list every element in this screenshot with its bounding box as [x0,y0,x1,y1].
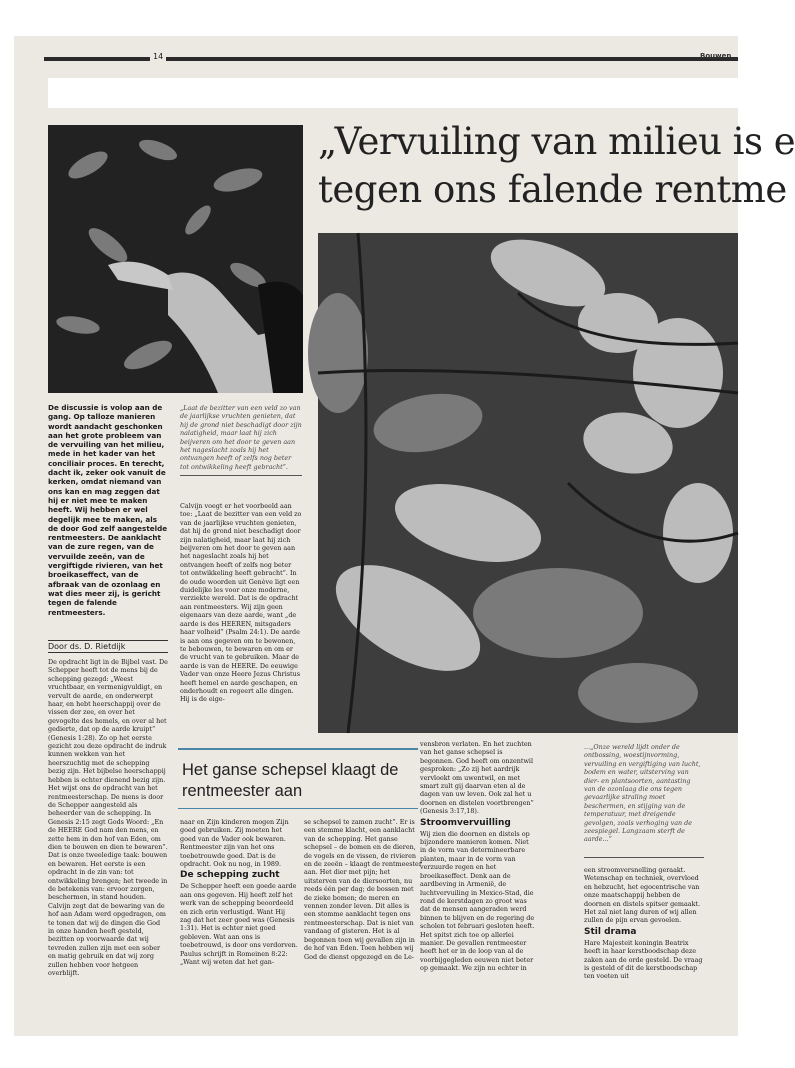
column-3-text-a: naar en Zijn kinderen mogen Zijn goed gebruiken. Zij moeten het goed van de Vader ook bewaren. Rentmeester zijn van het ons toebetrouwde goed. Dat is de opdracht. Ook nu nog, in 1989. [180,818,289,869]
column-6-text-b: Hare Majesteit koningin Beatrix heeft in haar kerstboodschap deze zaken aan de orde gesteld. De vraag is gesteld of dit de kerstboodschap ten voeten uit [584,938,703,981]
subheading-stroomversnelling: Stroomvervuilling [420,817,511,828]
column-5-text-b: Wij zien die doornen en distels op bijzondere manieren komen. Niet in de vorm van determineerbare planten, maar in de vorm van verzuurde regen en het broeikaseffect. Denk aan de aardbeving in Armenië, de luchtvervuiling in Mexico-Stad, die rond de kerstdagen zo groot was dat de mensen aangeraden werd binnen te blijven en de regering de scholen tot februari gesloten heeft. Het spitst zich toe op allerlei manier. De gevallen rentmeester heeft het er in de loop van al de voorbijgegleden eeuwen niet beter op gemaakt. We zijn nu echter in [420,829,535,973]
subheading-stil-drama: Stil drama [584,926,637,937]
body-column-5 [420,740,535,975]
headline [318,118,795,214]
column-6-text-a: een stroomversnelling geraakt. Wetenschap en techniek, overvloed en hebzucht, het egocentrische van onze maatschappij hebben de doornen en distels spitser gemaakt. Het zal niet lang duren of wij allen zullen de pijn ervan gevoelen. [584,866,701,925]
lead-paragraph: De discussie is volop aan de gang. Op talloze manieren wordt aandacht geschonken aan het grote probleem van de vervuiling van het milieu, mede in het kader van het conciliair proces. En terecht, dacht ik, zeker ook vanuit de kerken, omdat niemand van ons kan en mag zeggen dat hij er niet mee te maken heeft. Wij hebben er wel degelijk mee te maken, als de door God zelf aangestelde rentmeesters. De aanklacht van de zure regen, van de vervuilde zeeën, van de vergiftigde rivieren, van het broeikaseffect, van de afbraak van de ozonlaag en wat dies meer zij, is gericht tegen de falende rentmeesters. [48,403,168,617]
column-3-text-b: De Schepper heeft een goede aarde aan ons gegeven. Hij heeft zelf het werk van de schepping beoordeeld en zich erin verlustigd. Want Hij zag dat het zeer goed was (Genesis 1:31). Het is echter niet goed gebleven. Wat aan ons is toebetrouwd, is door ons verdorven. Paulus schrijft in Romeinen 8:22: „Want wij weten dat het gan- [180,882,298,967]
body-column-4: se schepsel te zamen zucht”. Er is een stemme klacht, een aanklacht van de schepping. Het ganse schepsel – de bomen en de dieren, de vogels en de vissen, de rivieren en de zeeën – klaagt de rentmeester aan. Het dier met pijn; het uitsterven van de diersoorten, nu reeds één per dag; de bossen met de zieke bomen; de meren en vennen zonder leven. Dit alles is een stomme aanklacht tegen ons rentmeesterschap. Dat is niet van vandaag of gisteren. Het is al begonnen toen wij gevallen zijn in de hof van Eden. Toen hebben wij God de dienst opgezegd en de Le- [304,818,422,961]
headline-line-2: tegen ons falende rentme [318,168,787,211]
body-column-6 [584,866,704,983]
body-column-1: De opdracht ligt in de Bijbel vast. De Schepper heeft tot de mens bij de schepping gezegd: „Weest vruchtbaar, en vermenigvuldigt, en vervult de aarde, en onderwerpt haar, en hebt heerschappij over de vissen der zee, en over het gevogelte des hemels, en over al het gedierte, dat op de aarde kruipt” (Genesis 1:28). Zo op het eerste gezicht zou deze opdracht de indruk kunnen wekken van het heerszuchtig met de schepping bezig zijn. Het bijbelse heerschappij hebben is echter dienend bezig zijn. Het wijst ons de opdracht van het rentmeesterschap. De mens is door de Schepper aangesteld als beheerder van de schepping. In Genesis 2:15 zegt Gods Woord: „En de HEERE God nam den mens, en zette hem in den hof van Eden, om dien te bouwen en dien te bewaren”. Dat is onze tweeledige taak: bouwen en bewaren. Het eerste is een opdracht in de zin van: tot ontwikkeling brengen; het tweede in de betekenis van: ervoor zorgen, beschermen, in stand houden. Calvijn zegt dat de bewaring van de hof aan Adam werd opgedragen, om te tonen dat wij de dingen die God in onze handen heeft gesteld, bezitten op voorwaarde dat wij tevreden zullen zijn met een sober en matig gebruik en dat wij zorg zullen hebben voor hetgeen overblijft. [48,658,168,978]
headline-line-1: „Vervuiling van milieu is e [318,120,795,163]
pull-quote-calvijn: „Laat de bezitter van een veld zo van de jaarlijkse vruchten genieten, dat hij de grond niet beschadigt door zijn nalatigheid, maar laat hij zich beijveren om het door te geven aan het nageslacht zoals hij het ontvangen heeft of zelfs nog beter tot ontwikkeling heeft gebracht”. [180,404,302,476]
photo-dead-fish [318,233,738,733]
pull-quote-world: ...„Onze wereld lijdt onder de ontbossing, woestijnvorming, vervuiling en vergiftiging van lucht, bodem en water, uitsterving van dier- en plantsoorten, aantasting van de ozonlaag die ons tegen gevaarlijke straling moet beschermen, en stijging van de temperatuur, met dreigende gevolgen, zoals verhoging van de zeespiegel. Langzaam sterft de aarde...” [584,743,701,844]
page-number: 14 [150,52,166,61]
quote-rule [584,857,704,858]
body-column-2: Calvijn voegt er het voorbeeld aan toe: „Laat de bezitter van een veld zo van de jaarlijkse vruchten genieten, dat hij de grond niet beschadigt door zijn nalatigheid, maar laat hij zich beijveren om het door te geven aan het nageslacht zoals hij het ontvangen heeft of zelfs nog beter tot ontwikkeling heeft gebracht”. In de oude woorden uit Genève ligt een duidelijke les voor onze moderne, verziekte wereld. Dat is de opdracht aan rentmeesters. Wij zijn geen eigenaars van deze aarde, want „de aarde is des HEEREN, mitsgaders haar volheid” (Psalm 24:1). De aarde is aan ons gegeven om te bewonen, te bebouwen, te bewaren en om er de vrucht van te gebruiken. Maar de aarde is van de HEERE. De eeuwige Vader van onze Heere Jezus Christus heeft hemel en aarde geschapen, en onderhoudt en regeert alle dingen. Hij is de eige- [180,502,302,704]
column-5-text-a: vensbron verlaten. En het zuchten van het ganse schepsel is begonnen. God heeft om onzentwil gesproken: „Zo zij het aardrijk vervloekt om uwentwil, en met smart zult gij daarvan eten al de dagen van uw leven. Ook zal het u doornen en distelen voortbrengen” (Genesis 3:17,18). [420,740,534,816]
header-rule [44,57,738,61]
subheading-de-schepping-zucht: De schepping zucht [180,870,280,881]
masthead-blank [48,78,738,108]
byline: Door ds. D. Rietdijk [48,640,168,653]
box-heading: Het ganse schepsel klaagt de rentmeester aan [182,761,399,800]
section-label: Bouwen [700,52,732,60]
body-column-3 [180,818,298,969]
photo-hand-leaves [48,125,303,393]
